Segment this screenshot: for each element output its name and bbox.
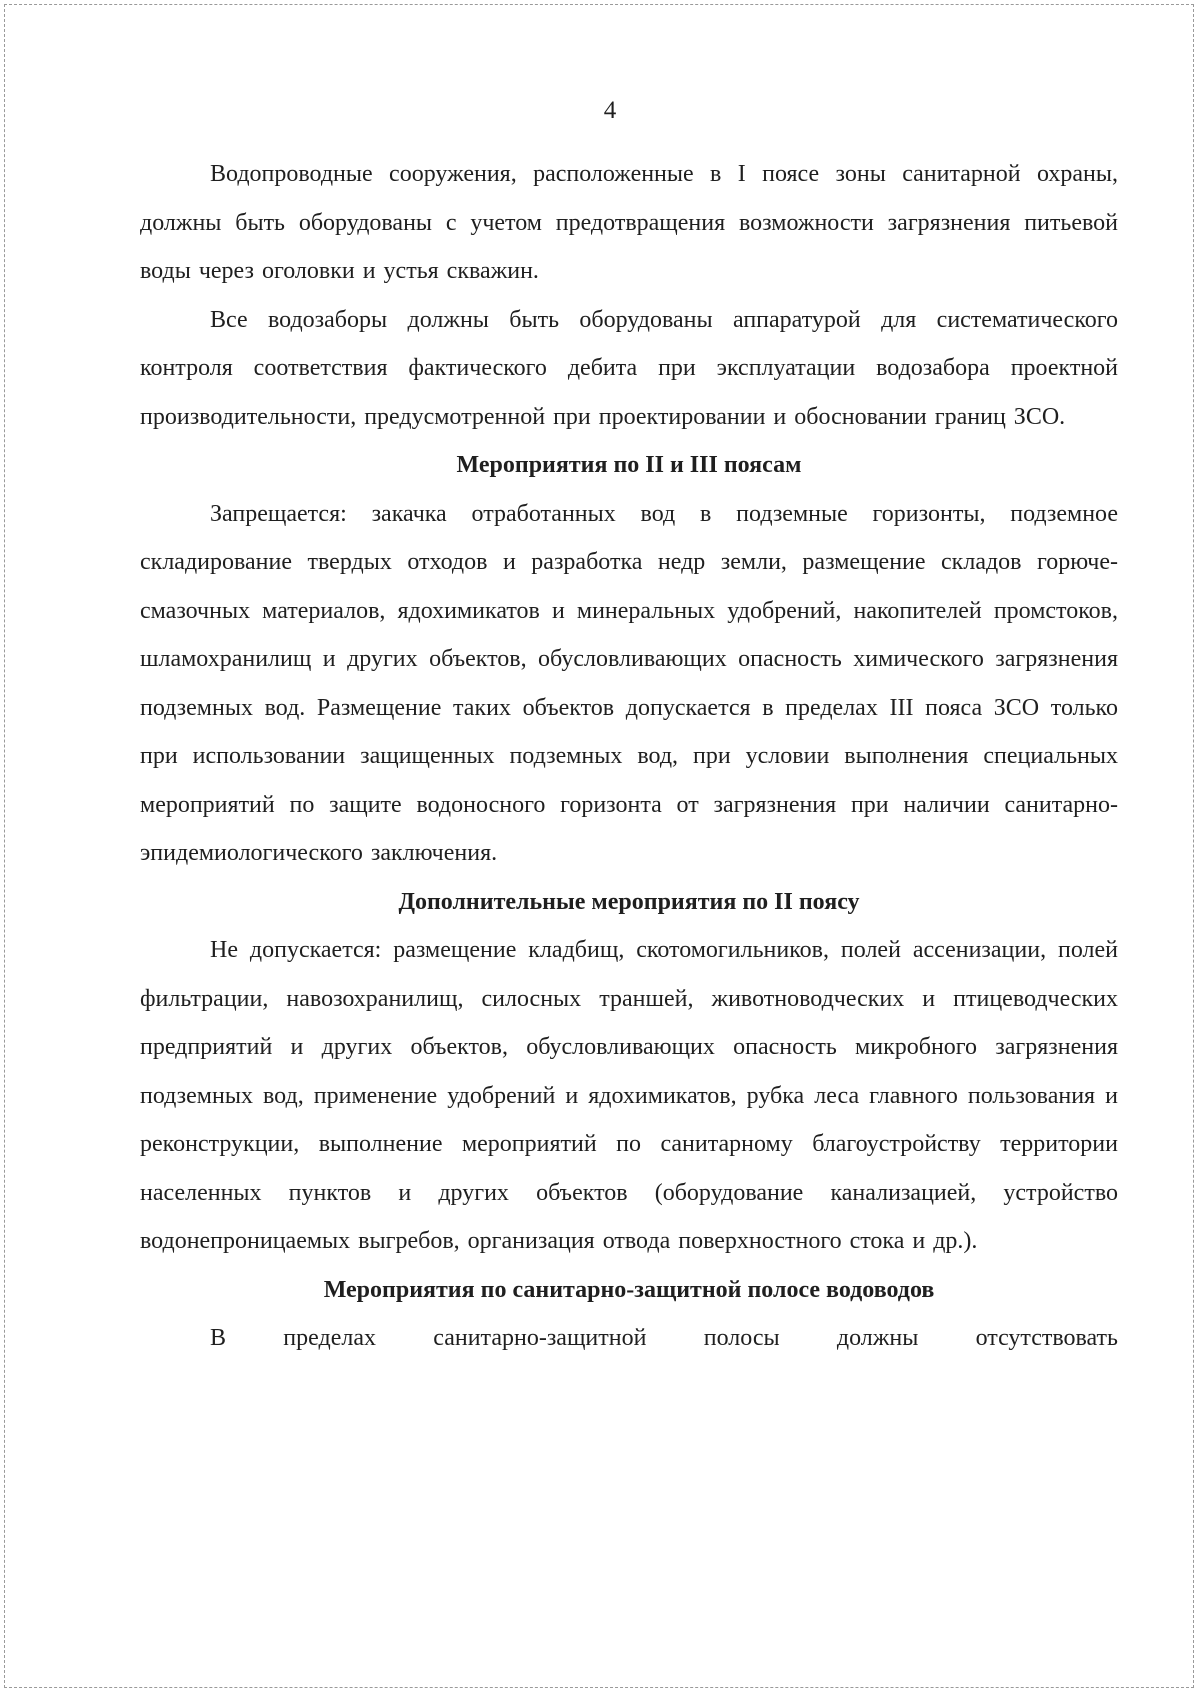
- heading-zones-2-3: Мероприятия по II и III поясам: [456, 452, 802, 478]
- paragraph-sanitary-strip: В пределах санитарно-защитной полосы должны отсутствовать: [210, 1325, 1118, 1351]
- heading-zone-2-additional: Дополнительные мероприятия по II поясу: [398, 888, 860, 915]
- document-body: [140, 150, 1118, 1363]
- paragraph-prohibited: Запрещается: закачка отработанных вод в подземные горизонты, подземное складирование твердых отходов и разработка недр земли, размещение складов горюче-смазочных материалов, ядохимикатов и минеральных удобрений, накопителей промстоков, шламохранилищ и других объектов, обусловливающих опасность химического загрязнения подземных вод. Размещение таких объектов допускается в пределах III пояса ЗСО только при использовании защищенных подземных вод, при условии выполнения специальных мероприятий по защите водоносного горизонта от загрязнения при наличии санитарно-эпидемиологического заключения.: [140, 500, 1118, 866]
- paragraph-water-intakes: Все водозаборы должны быть оборудованы аппаратурой для систематического контроля соответствия фактического дебита при эксплуатации водозабора проектной производительности, предусмотренной при проектировании и обосновании границ ЗСО.: [140, 306, 1118, 430]
- paragraph-not-allowed: Не допускается: размещение кладбищ, скотомогильников, полей ассенизации, полей фильтрации, навозохранилищ, силосных траншей, животноводческих и птицеводческих предприятий и других объектов, обусловливающих опасность микробного загрязнения подземных вод, применение удобрений и ядохимикатов, рубка леса главного пользования и реконструкции, выполнение мероприятий по санитарному благоустройству территории населенных пунктов и других объектов (оборудование канализацией, устройство водонепроницаемых выгребов, организация отвода поверхностного стока и др.).: [140, 937, 1118, 1254]
- paragraph-water-structures: Водопроводные сооружения, расположенные в I поясе зоны санитарной охраны, должны быть оборудованы с учетом предотвращения возможности загрязнения питьевой воды через оголовки и устья скважин.: [140, 161, 1118, 284]
- heading-sanitary-strip: Мероприятия по санитарно-защитной полосе водоводов: [323, 1276, 935, 1303]
- page-number: 4: [603, 97, 617, 124]
